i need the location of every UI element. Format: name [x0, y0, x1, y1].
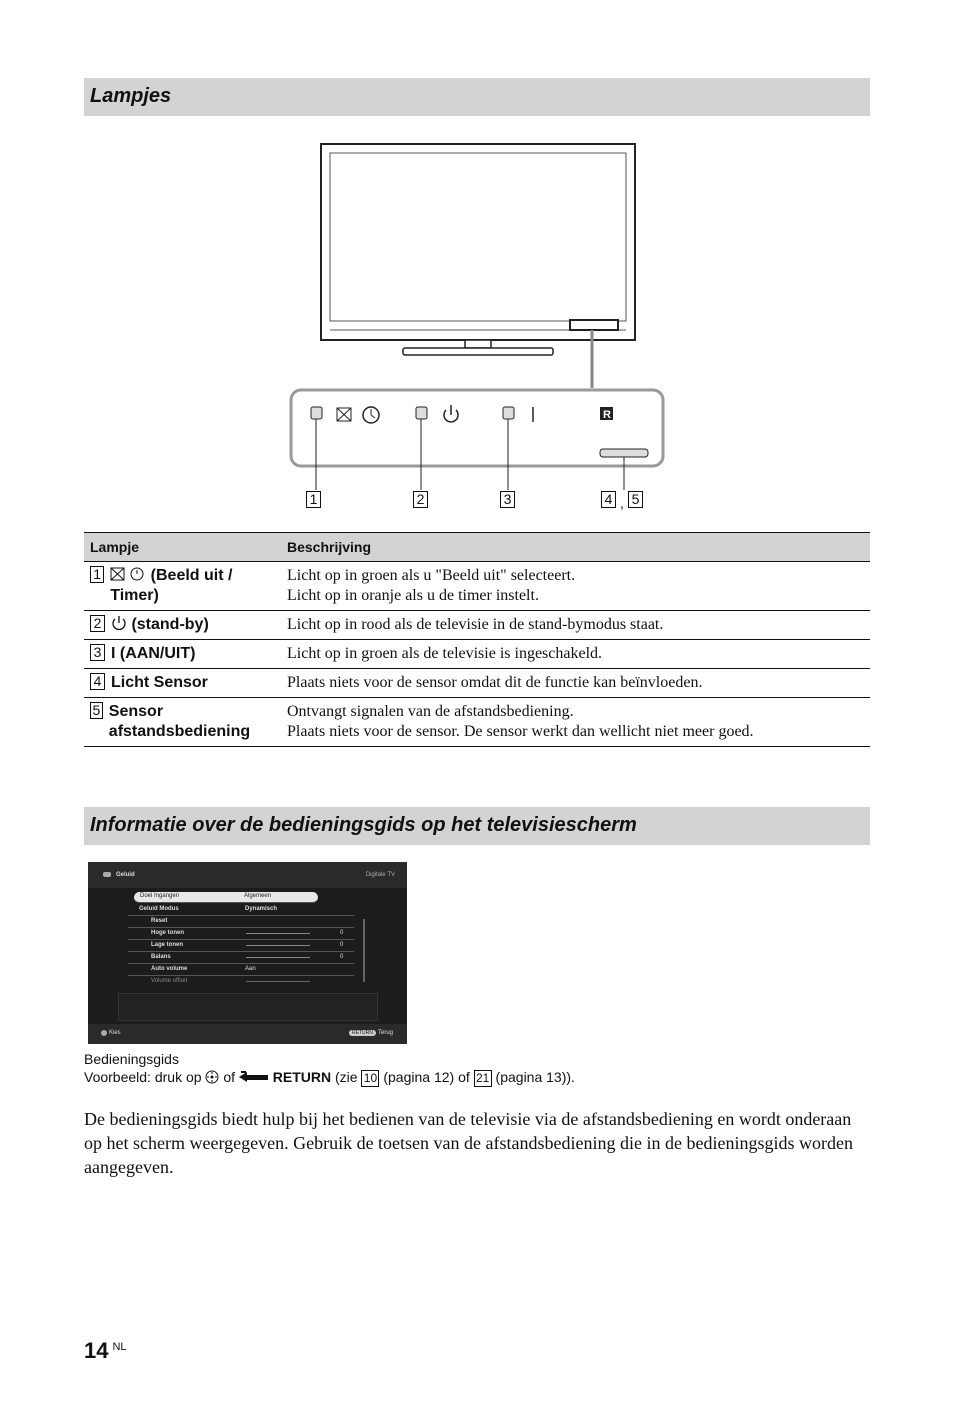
slider-track	[246, 981, 310, 982]
row-number: 4	[90, 673, 105, 690]
return-arrow-icon	[239, 1071, 269, 1083]
row-number: 5	[90, 702, 103, 719]
speaker-icon	[103, 872, 111, 877]
menu-row: Volume offset	[128, 976, 354, 987]
menu-header-title: Geluid	[116, 872, 135, 878]
led-2	[416, 407, 427, 419]
tv-indicator-diagram	[280, 140, 680, 520]
row-label: (Beeld uit / Timer)	[110, 567, 233, 604]
select-icon	[101, 1030, 107, 1036]
menu-row: Reset	[128, 916, 354, 928]
col-header-beschrijving: Beschrijving	[281, 533, 870, 562]
callout-2: 2	[413, 491, 428, 508]
table-row	[84, 611, 870, 640]
footer-terug: Terug	[378, 1030, 394, 1036]
page-number: 14 $^{NL}$	[84, 1338, 127, 1363]
tv-menu-screenshot	[88, 862, 407, 1044]
slider-track	[246, 933, 310, 934]
ref-21: 21	[474, 1070, 492, 1087]
row-number: 2	[90, 615, 105, 632]
callout-separator: ,	[620, 495, 624, 511]
section-header-bedieningsgids	[84, 807, 870, 845]
standby-icon	[111, 615, 127, 631]
section-title: Lampjes	[90, 85, 172, 107]
row-desc-line: Plaats niets voor de sensor omdat dit de functie kan beïnvloeden.	[287, 674, 703, 691]
enter-button-icon	[205, 1070, 219, 1084]
caption-title: Bedieningsgids	[84, 1051, 179, 1067]
row-desc-line: Licht op in groen als de televisie is ingeschakeld.	[287, 645, 603, 662]
body-paragraph: De bedieningsgids biedt hulp bij het bedienen van de televisie via de afstandsbediening en wordt onderaan op het scherm weergegeven. Gebruik de toetsen van de afstandsbediening die in de bedieningsgids worden aangegeven.	[84, 1109, 853, 1177]
table-row	[84, 640, 870, 669]
row-label: (stand-by)	[131, 616, 209, 633]
row-desc-line: Ontvangt signalen van de afstandsbediening.	[287, 703, 574, 720]
callout-5: 5	[628, 491, 643, 508]
table-row	[84, 669, 870, 698]
picture-off-timer-icon	[110, 567, 146, 581]
callout-1: 1	[306, 491, 321, 508]
menu-row: Balans 0	[128, 952, 354, 964]
footer-kies: Kies	[109, 1030, 121, 1036]
row-label: Licht Sensor	[111, 674, 208, 691]
led-1	[311, 407, 322, 419]
row-number: 3	[90, 644, 105, 661]
callout-4: 4	[601, 491, 616, 508]
row-desc-line: Plaats niets voor de sensor. De sensor werkt dan wellicht niet meer goed.	[287, 723, 754, 740]
indicator-table	[84, 532, 870, 747]
light-sensor	[600, 449, 648, 457]
slider-track	[246, 957, 310, 958]
row-desc-line: Licht op in groen als u "Beeld uit" selecteert.	[287, 567, 576, 584]
row-desc-line: Licht op in oranje als u de timer instelt.	[287, 587, 539, 604]
ref-10: 10	[361, 1070, 379, 1087]
menu-row: Lage tonen 0	[128, 940, 354, 952]
section-title: Informatie over de bedieningsgids op het televisiescherm	[90, 814, 637, 836]
menu-help-area	[118, 993, 378, 1021]
figure-caption: Bedieningsgids Voorbeeld: druk op of RETURN (zie 10 (pagina 12) of 21 (pagina 13)).	[84, 1051, 575, 1085]
menu-row: Hoge tonen 0	[128, 928, 354, 940]
callout-3: 3	[500, 491, 515, 508]
section-header-lampjes	[84, 78, 870, 116]
menu-scrollbar	[363, 919, 365, 982]
table-row	[84, 562, 870, 611]
return-badge: RETURN	[349, 1030, 376, 1036]
svg-text:R: R	[603, 409, 611, 421]
row-label: I (AAN/UIT)	[111, 645, 196, 662]
table-row	[84, 698, 870, 747]
slider-track	[246, 945, 310, 946]
row-desc-line: Licht op in rood als de televisie in de stand-bymodus staat.	[287, 616, 664, 633]
led-3	[503, 407, 514, 419]
row-label: Sensor afstandsbediening	[108, 703, 251, 740]
col-header-lampje: Lampje	[84, 533, 281, 562]
row-number: 1	[90, 566, 104, 583]
page-lang: NL	[112, 1341, 127, 1353]
menu-header-source: Digitale TV	[365, 872, 395, 878]
menu-row: Geluid Modus Dynamisch	[128, 904, 354, 916]
menu-row: Auto volume Aan	[128, 964, 354, 976]
menu-row: Doel Ingangen Algemeen	[134, 892, 318, 903]
